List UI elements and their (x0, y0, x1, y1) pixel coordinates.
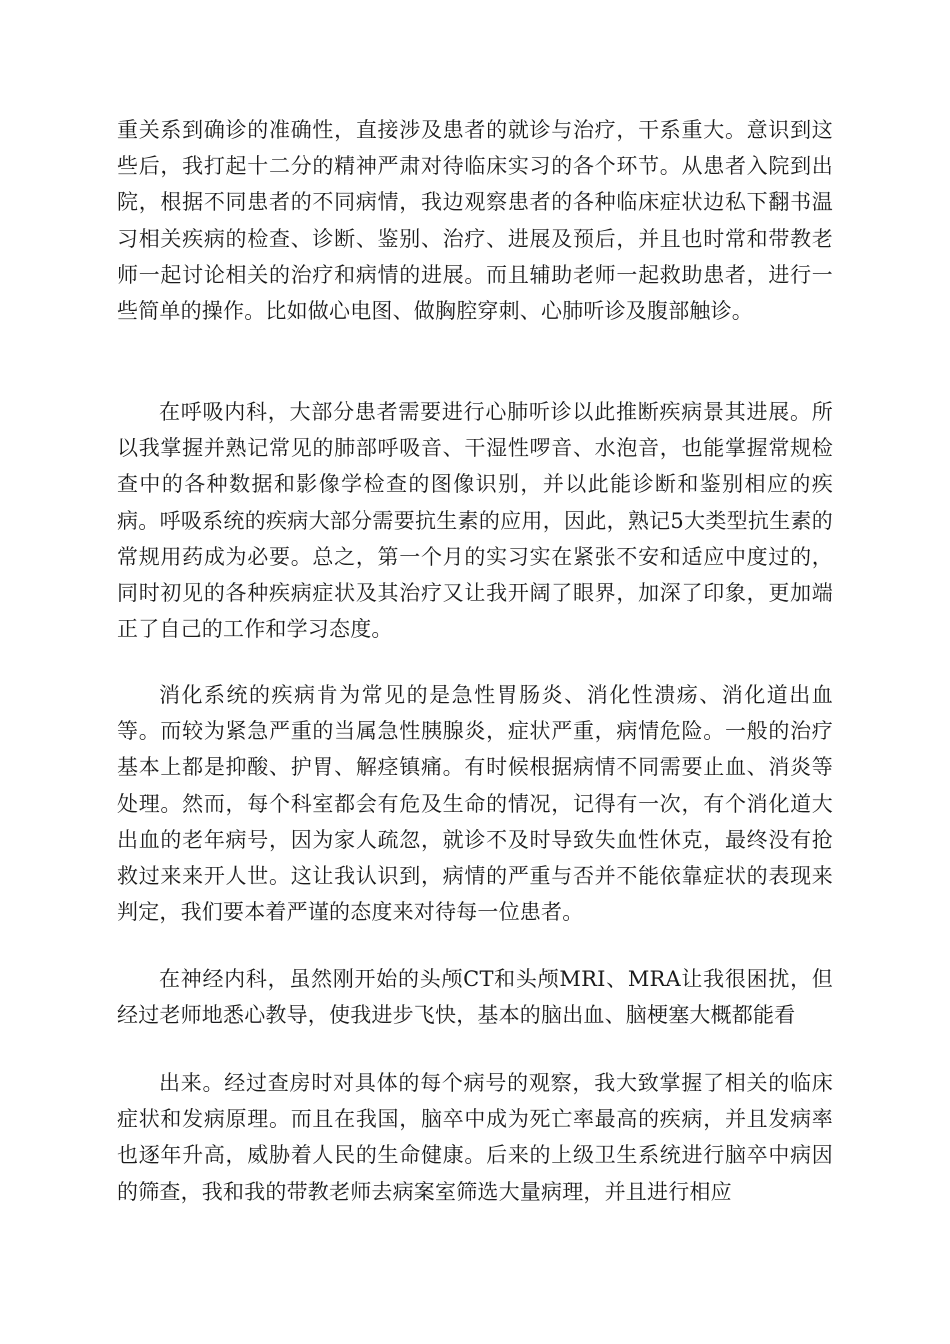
paragraph-2: 在呼吸内科，大部分患者需要进行心肺听诊以此推断疾病景其进展。所以我掌握并熟记常见的肺部呼吸音、干湿性啰音、水泡音，也能掌握常规检查中的各种数据和影像学检查的图像识别，并以此能诊断和鉴别相应的疾病。呼吸系统的疾病大部分需要抗生素的应用，因此，熟记5大类型抗生素的常规用药成为必要。总之，第一个月的实习实在紧张不安和适应中度过的，同时初见的各种疾病症状及其治疗又让我开阔了眼界，加深了印象，更加端正了自己的工作和学习态度。 (117, 400, 833, 642)
paragraph-1: 重关系到确诊的准确性，直接涉及患者的就诊与治疗，干系重大。意识到这些后，我打起十二分的精神严肃对待临床实习的各个环节。从患者入院到出院，根据不同患者的不同病情，我边观察患者的各种临床症状边私下翻书温习相关疾病的检查、诊断、鉴别、治疗、进展及预后，并且也时常和带教老师一起讨论相关的治疗和病情的进展。而且辅助老师一起救助患者，进行一些简单的操作。比如做心电图、做胸腔穿刺、心肺听诊及腹部触诊。 (117, 118, 833, 324)
paragraph-5: 出来。经过查房时对具体的每个病号的观察，我大致掌握了相关的临床症状和发病原理。而且在我国，脑卒中成为死亡率最高的疾病，并且发病率也逐年升高，威胁着人民的生命健康。后来的上级卫生系统进行脑卒中病因的筛查，我和我的带教老师去病案室筛选大量病理，并且进行相应 (117, 1071, 833, 1204)
paragraph-4: 在神经内科，虽然刚开始的头颅CT和头颅MRI、MRA让我很困扰，但经过老师地悉心教导，使我进步飞快，基本的脑出血、脑梗塞大概都能看 (117, 967, 833, 1028)
paragraph-3: 消化系统的疾病肯为常见的是急性胃肠炎、消化性溃疡、消化道出血等。而较为紧急严重的当属急性胰腺炎，症状严重，病情危险。一般的治疗基本上都是抑酸、护胃、解痉镇痛。有时候根据病情不同需要止血、消炎等处理。然而，每个科室都会有危及生命的情况，记得有一次，有个消化道大出血的老年病号，因为家人疏忽，就诊不及时导致失血性休克，最终没有抢救过来来开人世。这让我认识到，病情的严重与否并不能依靠症状的表现来判定，我们要本着严谨的态度来对待每一位患者。 (117, 683, 833, 925)
